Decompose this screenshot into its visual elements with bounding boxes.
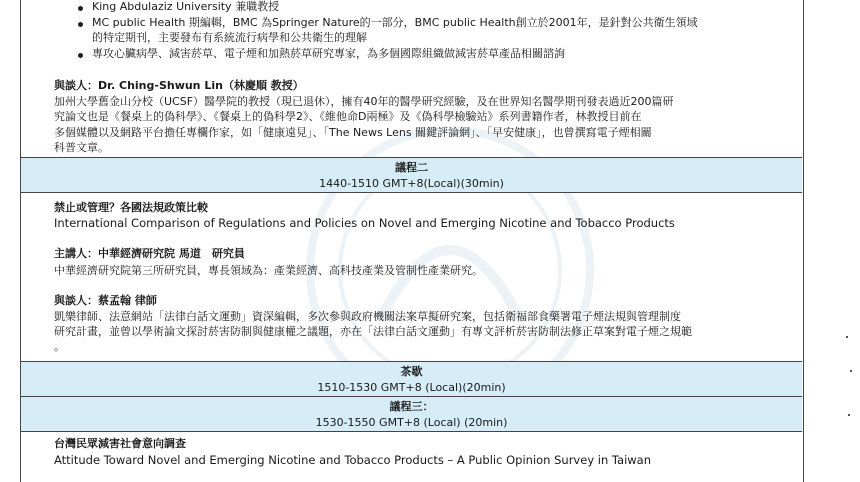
scan-speck [846,336,848,338]
scan-speck [848,414,850,416]
session-title: 議程三： [389,400,434,413]
bullet-text: 專攻心臟病學、減害菸草、電子煙和加熱菸草研究專家，為多個國際組織做減害菸草產品相關諮詢 [92,47,565,60]
discussant-bio-line: 研究計畫，並曾以學術論文探討菸害防制與健康權之議題，亦在「法律白話文運動」有專文評析菸害防制法修正草案對電子煙之規範 [54,325,692,338]
break-title: 茶歇 [400,365,423,378]
bullet-icon [78,6,83,11]
discussant-bio-line: 。 [54,340,65,353]
bullet-icon [78,22,83,27]
bullet-text: MC public Health 期編輯，BMC 為Springer Nature的一部分，BMC public Health創立於2001年，是針對公共衛生領域 [92,16,698,29]
break-header-band [21,361,802,397]
session-header-band [21,396,802,432]
bullet-text: 的特定期刊，主要發布有系統流行病學和公共衛生的理解 [92,31,367,44]
discussant-heading: 與談人：蔡孟翰 律師 [54,294,157,307]
break-time: 1510-1530 GMT+8 (Local)(20min) [317,381,506,394]
session-time: 1440-1510 GMT+8(Local)(30min) [319,177,504,190]
session-time: 1530-1550 GMT+8 (Local) (20min) [315,416,508,429]
session-title: 議程二 [395,161,428,174]
bullet-icon [78,53,83,58]
speaker-heading: 主講人：中華經濟研究院 馬道 研究員 [54,247,245,260]
discussant-heading: 與談人：Dr. Ching-Shwun Lin（林慶順 教授） [54,79,304,92]
discussant-bio-line: 多個媒體以及網路平台擔任專欄作家，如「健康遠見」、「The News Lens 關鍵評論網」、「早安健康」，也曾撰寫電子煙相關 [54,126,652,139]
bullet-text: King Abdulaziz University 兼職教授 [92,0,280,13]
speaker-bio-line: 中華經濟研究院第三所研究員，專長領域為：產業經濟、高科技產業及管制性產業研究。 [54,264,483,277]
discussant-bio-line: 凱樂律師、法意網站「法律白話文運動」資深編輯，多次參與政府機關法案草擬研究案，包括衛福部食藥署電子煙法規與管理制度 [54,310,681,323]
session-topic-en: Attitude Toward Novel and Emerging Nicotine and Tobacco Products – A Public Opinion Survey in Taiwan [54,453,652,467]
session-topic-en: International Comparison of Regulations and Policies on Novel and Emerging Nicotine and Tobacco Products [54,216,675,230]
discussant-bio-line: 究論文也是《餐桌上的偽科學》、《餐桌上的偽科學2》、《維他命D兩極》及《偽科學檢驗站》系列書籍作者，林教授目前在 [54,110,642,123]
discussant-bio-line: 科普文章。 [54,141,109,154]
session-topic-zh: 台灣民眾減害社會意向調查 [54,437,186,450]
session-header-band [21,157,802,193]
session-topic-zh: 禁止或管理？各國法規政策比較 [54,201,208,214]
discussant-bio-line: 加州大學舊金山分校（UCSF）醫學院的教授（現已退休），擁有40年的醫學研究經驗，及在世界知名醫學期刊發表過近200篇研 [54,95,674,108]
scan-speck [850,370,852,372]
